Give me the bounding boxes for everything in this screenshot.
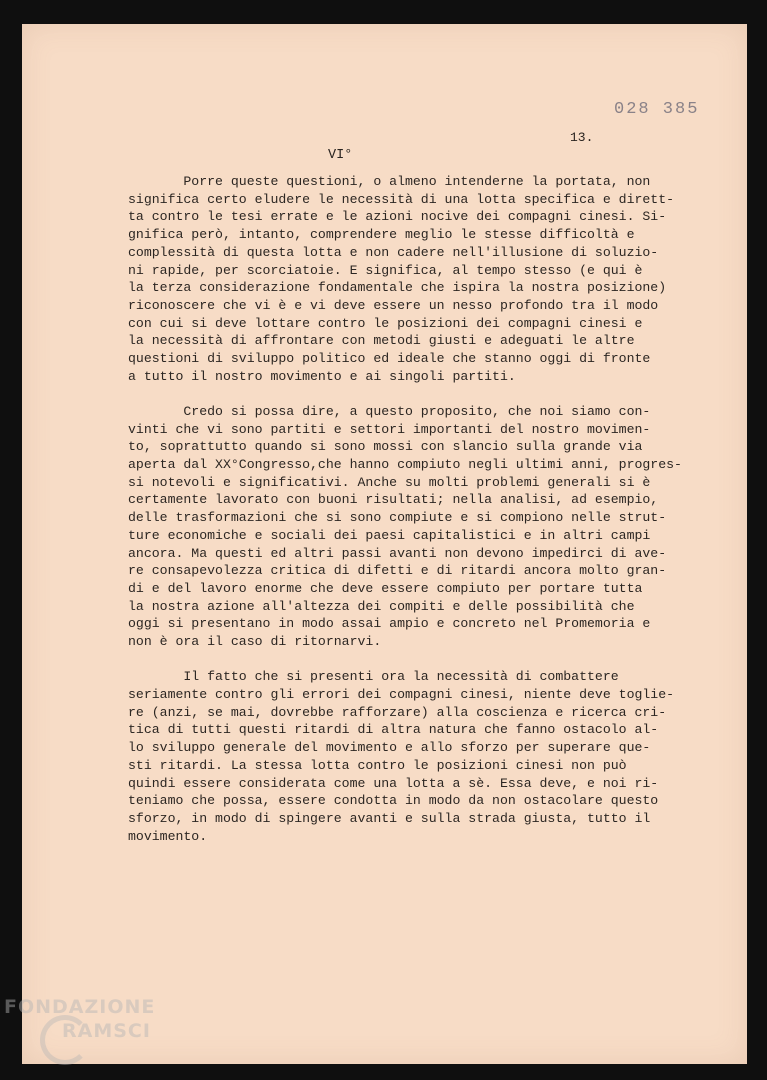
paragraph: [128, 668, 728, 845]
text-line: seriamente contro gli errori dei compagni cinesi, niente deve toglie-: [128, 686, 675, 702]
text-line: ni rapide, per scorciatoie. E significa, al tempo stesso (e qui è: [128, 262, 643, 278]
archive-number-stamp: 028 385: [614, 100, 700, 119]
g-logo-icon: [40, 1015, 90, 1065]
text-line: di e del lavoro enorme che deve essere compiuto per portare tutta: [128, 580, 643, 596]
watermark-line-1: FONDAZIONE: [4, 996, 156, 1018]
text-line: vinti che vi sono partiti e settori importanti del nostro movimen-: [128, 421, 651, 437]
text-line: teniamo che possa, essere condotta in modo da non ostacolare questo: [128, 793, 659, 809]
text-line: complessità di questa lotta e non cadere nell'illusione di soluzio-: [128, 244, 659, 260]
section-title: VI°: [328, 148, 353, 163]
text-line: re consapevolezza critica di difetti e di ritardi ancora molto gran-: [128, 563, 667, 579]
text-line: quindi essere considerata come una lotta a sè. Essa deve, e noi ri-: [128, 775, 659, 791]
text-line: sforzo, in modo di spingere avanti e sulla strada giusta, tutto il: [128, 810, 651, 826]
page-number: 13.: [570, 130, 594, 145]
text-line: certamente lavorato con buoni risultati; nella analisi, ad esempio,: [128, 492, 659, 508]
text-line: lo sviluppo generale del movimento e allo sforzo per superare que-: [128, 740, 651, 756]
text-line: Il fatto che si presenti ora la necessità di combattere: [128, 669, 619, 685]
text-line: movimento.: [128, 828, 208, 844]
text-line: significa certo eludere le necessità di una lotta specifica e dirett-: [128, 191, 675, 207]
text-line: ture economiche e sociali dei paesi capitalistici e in altri campi: [128, 527, 651, 543]
text-line: ancora. Ma questi ed altri passi avanti non devono impedirci di ave-: [128, 545, 667, 561]
text-line: re (anzi, se mai, dovrebbe rafforzare) alla coscienza e ricerca cri-: [128, 704, 667, 720]
text-line: tica di tutti questi ritardi di altra natura che fanno ostacolo al-: [128, 722, 659, 738]
text-line: sti ritardi. La stessa lotta contro le posizioni cinesi non può: [128, 757, 627, 773]
text-line: la nostra azione all'altezza dei compiti e delle possibilità che: [128, 598, 635, 614]
text-line: delle trasformazioni che si sono compiute e si compiono nelle strut-: [128, 510, 667, 526]
text-line: non è ora il caso di ritornarvi.: [128, 634, 382, 650]
body-text: [128, 173, 728, 863]
text-line: con cui si deve lottare contro le posizioni dei compagni cinesi e: [128, 315, 643, 331]
fondazione-gramsci-watermark: [4, 995, 155, 1043]
text-line: la terza considerazione fondamentale che ispira la nostra posizione): [128, 280, 667, 296]
text-line: riconoscere che vi è e vi deve essere un nesso profondo tra il modo: [128, 297, 659, 313]
text-line: questioni di sviluppo politico ed ideale che stanno oggi di fronte: [128, 351, 651, 367]
text-line: Credo si possa dire, a questo proposito, che noi siamo con-: [128, 403, 651, 419]
text-line: Porre queste questioni, o almeno intenderne la portata, non: [128, 174, 651, 189]
text-line: la necessità di affrontare con metodi giusti e adeguati le altre: [128, 333, 635, 349]
text-line: aperta dal XX°Congresso,che hanno compiuto negli ultimi anni, progres-: [128, 457, 682, 473]
text-line: gnifica però, intanto, comprendere meglio le stesse difficoltà e: [128, 227, 635, 243]
watermark-line-2: RAMSCI: [62, 1020, 151, 1042]
text-line: oggi si presentano in modo assai ampio e concreto nel Promemoria e: [128, 616, 651, 632]
text-line: si notevoli e significativi. Anche su molti problemi generali si è: [128, 474, 651, 490]
text-line: to, soprattutto quando si sono mossi con slancio sulla grande via: [128, 439, 643, 455]
paragraph: [128, 173, 728, 385]
paragraph: [128, 403, 728, 651]
text-line: ta contro le tesi errate e le azioni nocive dei compagni cinesi. Si-: [128, 209, 667, 225]
text-line: a tutto il nostro movimento e ai singoli partiti.: [128, 368, 516, 384]
